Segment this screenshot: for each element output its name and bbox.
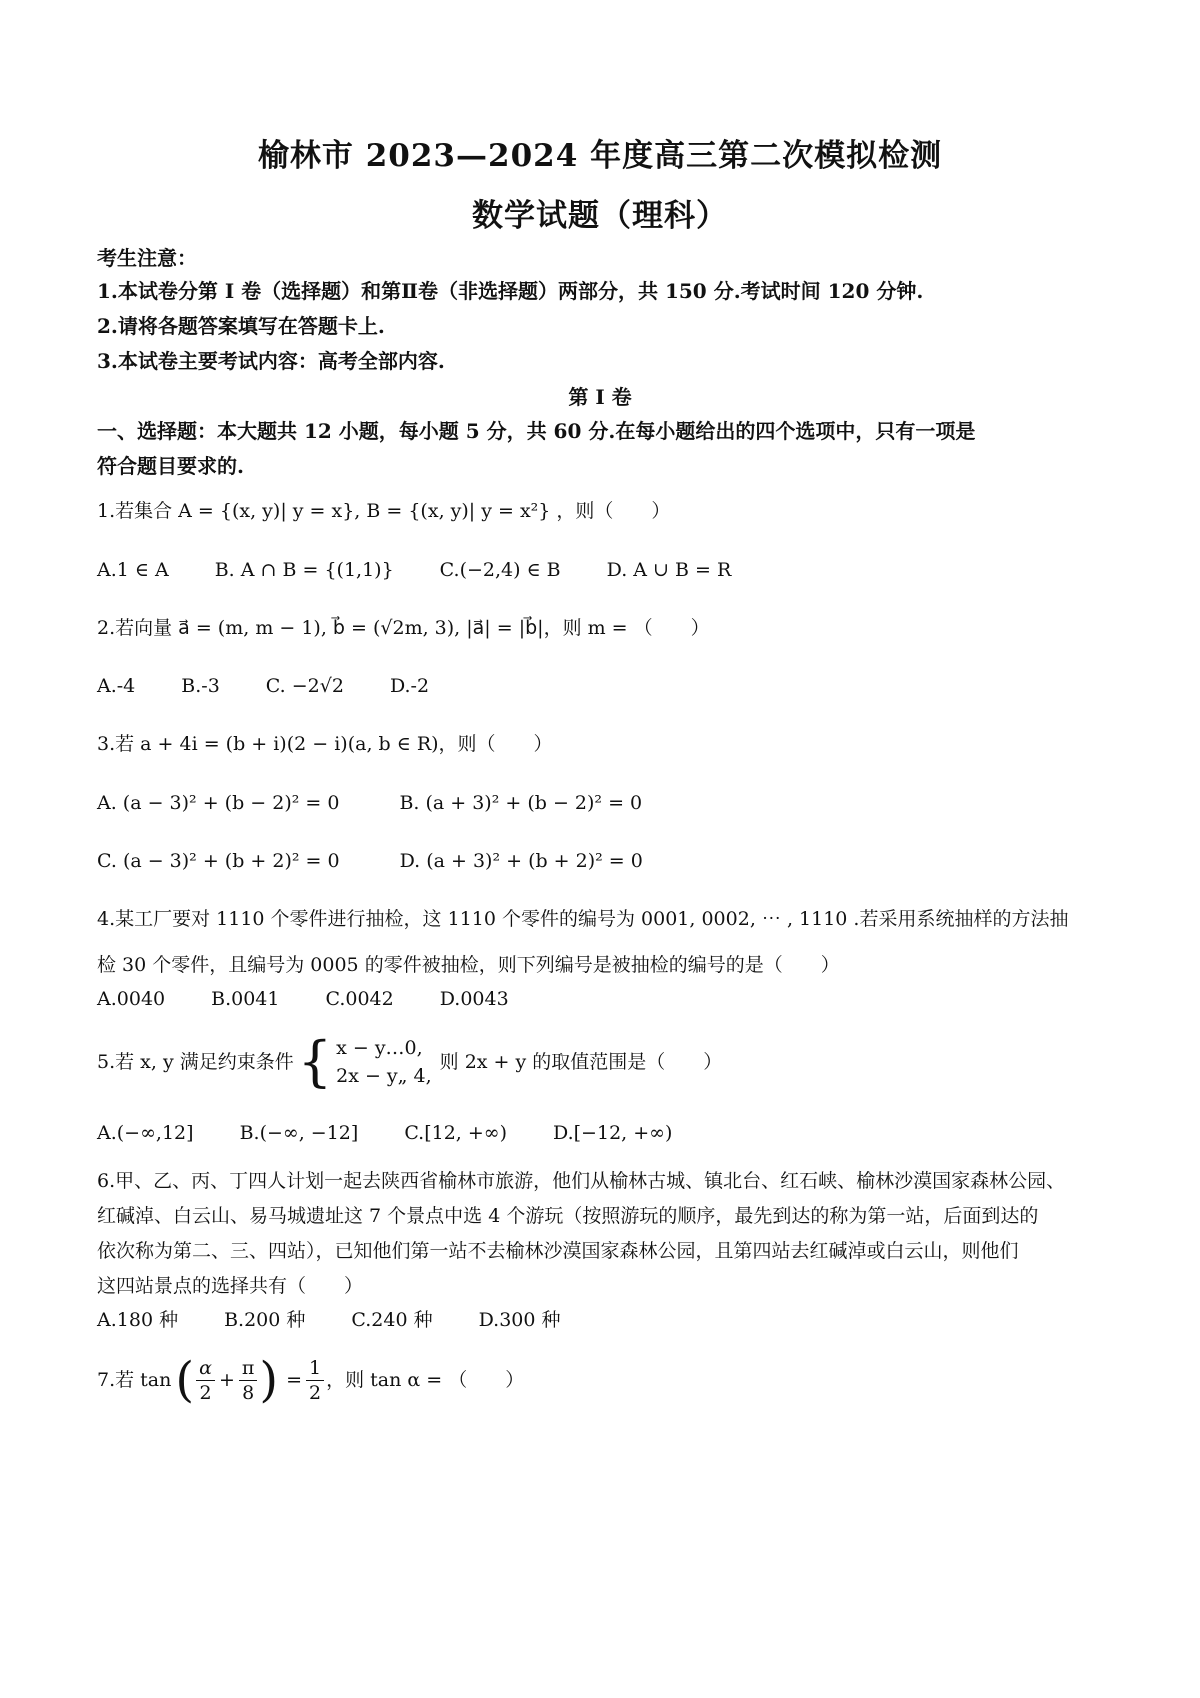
question-1-options xyxy=(97,557,1117,583)
option-c: C.(−2,4) ∈ B xyxy=(439,559,561,581)
question-6-options xyxy=(97,1307,1117,1333)
option-b: B. (a + 3)² + (b − 2)² = 0 xyxy=(399,792,643,814)
question-3-options-row2 xyxy=(97,848,1117,874)
frac2-num: π xyxy=(239,1356,258,1381)
option-a: A.(−∞,12] xyxy=(97,1122,194,1144)
constraint-1: x − y…0, xyxy=(336,1037,423,1059)
question-5-suffix: 则 2x + y 的取值范围是（ ） xyxy=(439,1051,723,1073)
option-c: C. (a − 3)² + (b + 2)² = 0 xyxy=(97,850,340,872)
section-heading-line1: 一、选择题：本大题共 12 小题，每小题 5 分，共 60 分.在每小题给出的四个选项中，只有一项是 xyxy=(97,419,976,443)
paren-right: ) xyxy=(259,1352,279,1408)
option-a: A.1 ∈ A xyxy=(97,559,169,581)
question-3-stem: 3.若 a + 4i = (b + i)(2 − i)(a, b ∈ R)，则（ ） xyxy=(97,733,553,755)
question-2-stem: 2.若向量 a⃗ = (m, m − 1), b⃗ = (√2m, 3), |a⃗| = |b⃗|，则 m = （ ） xyxy=(97,617,710,639)
equals-sign: = xyxy=(286,1369,303,1391)
notice-item-3: 3.本试卷主要考试内容：高考全部内容. xyxy=(97,349,445,373)
plus-sign: + xyxy=(218,1369,235,1391)
notice-heading: 考生注意： xyxy=(97,246,197,270)
option-b: B.(−∞, −12] xyxy=(239,1122,359,1144)
option-b: B. A ∩ B = {(1,1)} xyxy=(214,559,394,581)
option-d: D.0043 xyxy=(439,988,509,1010)
frac1-num: α xyxy=(196,1356,215,1381)
option-a: A.0040 xyxy=(97,988,166,1010)
question-4-stem-line2: 检 30 个零件，且编号为 0005 的零件被抽检，则下列编号是被抽检的编号的是（ ） xyxy=(97,954,840,976)
question-7-stem xyxy=(97,1350,1117,1410)
fraction-one-half xyxy=(306,1356,324,1405)
constraint-2: 2x − y„ 4, xyxy=(336,1065,432,1087)
question-7-suffix: ，则 tan α = （ ） xyxy=(326,1369,525,1391)
option-d: D. (a + 3)² + (b + 2)² = 0 xyxy=(399,850,643,872)
option-b: B.200 种 xyxy=(224,1309,306,1331)
notice-item-1: 1.本试卷分第 I 卷（选择题）和第Ⅱ卷（非选择题）两部分，共 150 分.考试时间 120 分钟. xyxy=(97,279,924,303)
question-6-line2: 红碱淖、白云山、易马城遗址这 7 个景点中选 4 个游玩（按照游玩的顺序，最先到达的称为第一站，后面到达的 xyxy=(97,1205,1039,1227)
section-heading-line2: 符合题目要求的. xyxy=(97,454,244,478)
question-1-stem: 1.若集合 A = {(x, y)| y = x}, B = {(x, y)| y = x²} ，则（ ） xyxy=(97,500,671,522)
question-5-stem xyxy=(97,1032,1117,1092)
question-6-line1: 6.甲、乙、丙、丁四人计划一起去陕西省榆林市旅游，他们从榆林古城、镇北台、红石峡、榆林沙漠国家森林公园、 xyxy=(97,1170,1066,1192)
option-c: C.[12, +∞) xyxy=(404,1122,508,1144)
option-d: D. A ∪ B = R xyxy=(606,559,732,581)
question-2-options xyxy=(97,673,1117,699)
option-b: B.-3 xyxy=(181,675,220,697)
question-3-options-row1 xyxy=(97,790,1117,816)
paren-left: ( xyxy=(175,1352,195,1408)
question-4-options xyxy=(97,986,1117,1012)
question-5-options xyxy=(97,1120,1117,1146)
question-6-line4: 这四站景点的选择共有（ ） xyxy=(97,1275,364,1297)
rhs-num: 1 xyxy=(306,1356,324,1381)
option-a: A. (a − 3)² + (b − 2)² = 0 xyxy=(97,792,340,814)
option-d: D.300 种 xyxy=(478,1309,561,1331)
option-c: C.240 种 xyxy=(351,1309,433,1331)
fraction-alpha-over-2 xyxy=(196,1356,215,1405)
frac2-den: 8 xyxy=(242,1381,255,1404)
question-6-line3: 依次称为第二、三、四站），已知他们第一站不去榆林沙漠国家森林公园，且第四站去红碱淖或白云山，则他们 xyxy=(97,1240,1019,1262)
fraction-pi-over-8 xyxy=(239,1356,258,1405)
question-7-prefix: 7.若 tan xyxy=(97,1369,172,1391)
option-a: A.-4 xyxy=(97,675,136,697)
exam-title: 榆林市 2023—2024 年度高三第二次模拟检测 xyxy=(257,138,943,174)
option-d: D.[−12, +∞) xyxy=(553,1122,673,1144)
constraint-system xyxy=(336,1034,432,1090)
question-5-prefix: 5.若 x, y 满足约束条件 xyxy=(97,1051,294,1073)
notice-item-2: 2.请将各题答案填写在答题卡上. xyxy=(97,314,385,338)
option-a: A.180 种 xyxy=(97,1309,179,1331)
option-c: C. −2√2 xyxy=(265,675,344,697)
constraint-brace: { xyxy=(297,1030,333,1093)
option-c: C.0042 xyxy=(325,988,394,1010)
exam-subtitle: 数学试题（理科） xyxy=(472,198,728,234)
rhs-den: 2 xyxy=(309,1381,322,1404)
option-d: D.-2 xyxy=(389,675,430,697)
question-4-stem-line1: 4.某工厂要对 1110 个零件进行抽检，这 1110 个零件的编号为 0001, 0002, ⋯ , 1110 .若采用系统抽样的方法抽 xyxy=(97,908,1069,930)
option-b: B.0041 xyxy=(211,988,280,1010)
frac1-den: 2 xyxy=(199,1381,212,1404)
part-heading: 第 I 卷 xyxy=(568,385,632,409)
